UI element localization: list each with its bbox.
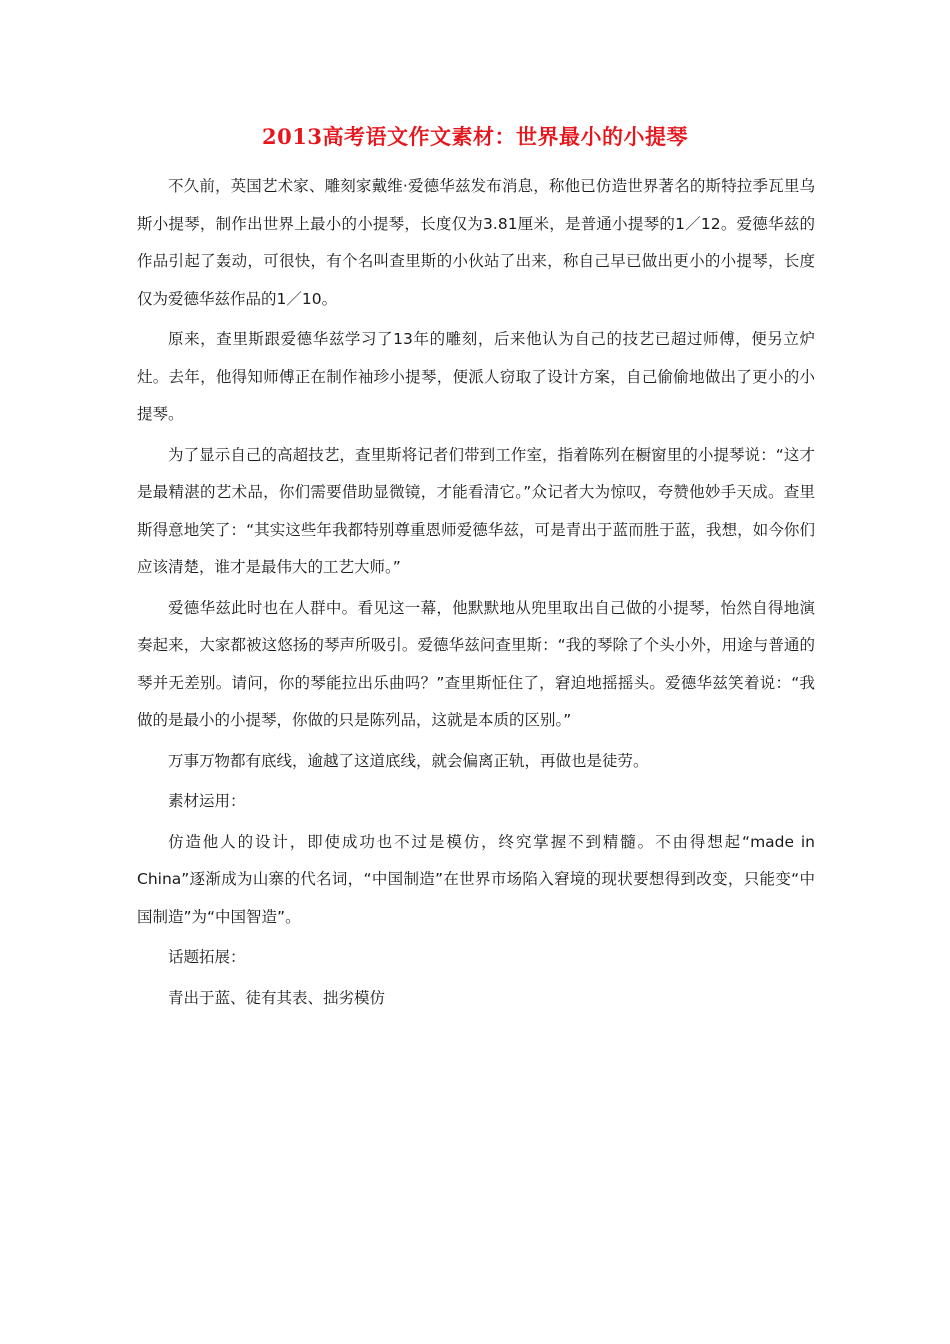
paragraph-moral: 万事万物都有底线，逾越了这道底线，就会偏离正轨，再做也是徒劳。 [168,751,649,770]
paragraph-background: 原来，查里斯跟爱德华兹学习了13年的雕刻，后来他认为自己的技艺已超过师傅，便另立炉灶。去年，他得知师傅正在制作袖珍小提琴，便派人窃取了设计方案，自己偷偷地做出了更小的小提琴。 [137,330,815,423]
section-heading-extension: 话题拓展： [168,948,246,966]
paragraph-intro: 不久前，英国艺术家、雕刻家戴维·爱德华兹发布消息，称他已仿造世界著名的斯特拉季瓦里乌斯小提琴，制作出世界上最小的小提琴，长度仅为3.81厘米，是普通小提琴的1／12。爱德华兹的作品引起了轰动，可很快，有个名叫查里斯的小伙站了出来，称自己早已做出更小的小提琴，长度仅为爱德华兹作品的1／10。 [137,177,815,308]
article-body [137,168,815,1020]
paragraph-topics: 青出于蓝、徒有其表、拙劣模仿 [168,988,386,1007]
paragraph-boast: 为了显示自己的高超技艺，查里斯将记者们带到工作室，指着陈列在橱窗里的小提琴说：“这才是最精湛的艺术品，你们需要借助显微镜，才能看清它。”众记者大为惊叹，夸赞他妙手天成。查里斯得意地笑了：“其实这些年我都特别尊重恩师爱德华兹，可是青出于蓝而胜于蓝，我想，如今你们应该清楚，谁才是最伟大的工艺大师。” [137,445,815,576]
paragraph-usage: 仿造他人的设计，即使成功也不过是模仿，终究掌握不到精髓。不由得想起“made in China”逐渐成为山寨的代名词，“中国制造”在世界市场陷入窘境的现状要想得到改变，只能变“中国制造”为“中国智造”。 [137,832,815,926]
section-heading-usage: 素材运用： [168,792,246,810]
page-title: 2013高考语文作文素材：世界最小的小提琴 [262,124,688,149]
paragraph-response: 爱德华兹此时也在人群中。看见这一幕，他默默地从兜里取出自己做的小提琴，怡然自得地演奏起来，大家都被这悠扬的琴声所吸引。爱德华兹问查里斯：“我的琴除了个头小外，用途与普通的琴并无差别。请问，你的琴能拉出乐曲吗？”查里斯怔住了，窘迫地摇摇头。爱德华兹笑着说：“我做的是最小的小提琴，你做的只是陈列品，这就是本质的区别。” [137,598,815,729]
